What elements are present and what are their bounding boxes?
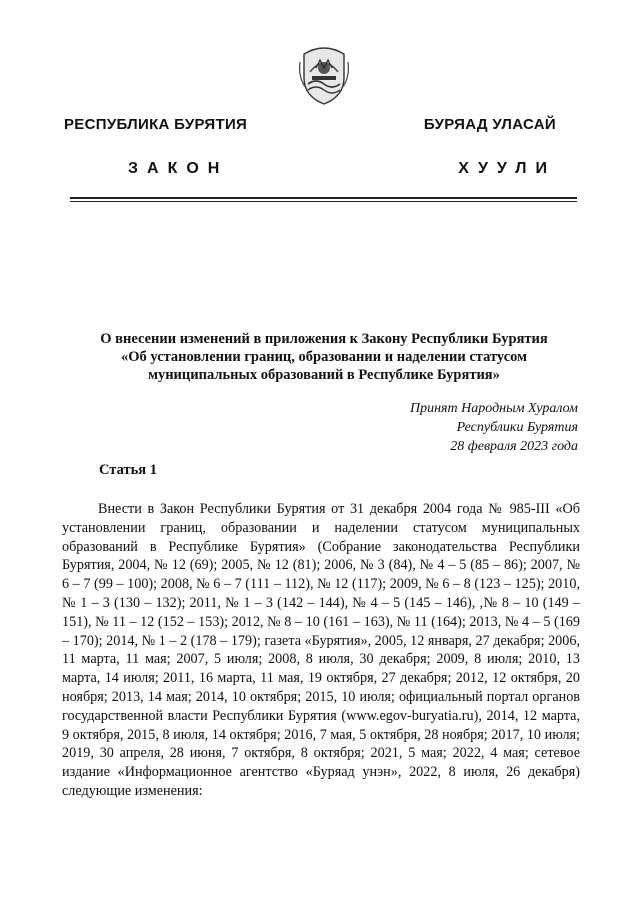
law-title	[74, 330, 574, 384]
header-left-title: РЕСПУБЛИКА БУРЯТИЯ	[64, 116, 248, 133]
adoption-line: Принят Народным Хуралом	[409, 401, 578, 416]
header-right-title: БУРЯАД УЛАСАЙ	[423, 116, 556, 133]
header-divider-thick	[70, 197, 577, 199]
doc-type-right: ХУУЛИ	[458, 160, 556, 177]
law-title-line: муниципальных образований в Республике Бурятия»	[148, 367, 500, 383]
coat-of-arms-icon	[296, 44, 352, 106]
article-body: Внести в Закон Республики Бурятия от 31 декабря 2004 года № 985-III «Об установлении границ, образовании и наделении статусом муниципальных образований в Республике Бурятия» (Собрание законодательства Республики Бурятия, 2004, № 12 (69); 2005, № 12 (81); 2006, № 3 (84), № 4 – 5 (85 – 86); 2007, № 6 – 7 (99 – 100); 2008, № 6 – 7 (111 – 112), № 12 (117); 2009, № 6 – 8 (123 – 125); 2010, № 1 – 3 (130 – 132); 2011, № 1 – 3 (142 – 144), № 4 – 5 (145 – 146), ,№ 8 – 10 (149 – 151), № 11 – 12 (152 – 153); 2012, № 8 – 10 (161 – 163), № 11 (164); 2013, № 4 – 5 (169 – 170); 2014, № 1 – 2 (178 – 179); газета «Бурятия», 2005, 12 января, 27 декабря; 2006, 11 марта, 11 мая; 2007, 5 июля; 2008, 8 июля, 30 декабря; 2009, 8 июля; 2010, 13 марта, 14 июля; 2011, 16 марта, 11 мая, 19 октября, 27 декабря; 2012, 12 октября, 20 ноября; 2013, 14 мая; 2014, 10 октября; 2015, 10 июля; официальный портал органов государственной власти Республики Бурятия (www.egov-buryatia.ru), 2014, 12 марта, 9 октября, 2015, 8 июля, 14 октября; 2016, 7 мая, 5 октября, 28 ноября; 2017, 10 июля; 2019, 30 апреля, 28 июня, 7 октября, 8 октября; 2021, 5 мая; 2022, 4 мая; сетевое издание «Информационное агентство «Буряад унэн», 2022, 8 июля, 26 декабря) следующие изменения:	[62, 501, 580, 799]
adoption-block	[410, 399, 578, 456]
adoption-line: Республики Бурятия	[456, 420, 578, 435]
header-divider-thin	[70, 201, 577, 202]
law-title-line: «Об установлении границ, образовании и наделении статусом	[120, 349, 527, 365]
article-heading: Статья 1	[99, 462, 157, 478]
adoption-date: 28 февраля 2023 года	[450, 439, 578, 454]
doc-type-left: ЗАКОН	[128, 160, 229, 177]
law-title-line: О внесении изменений в приложения к Закону Республики Бурятия	[100, 331, 548, 347]
